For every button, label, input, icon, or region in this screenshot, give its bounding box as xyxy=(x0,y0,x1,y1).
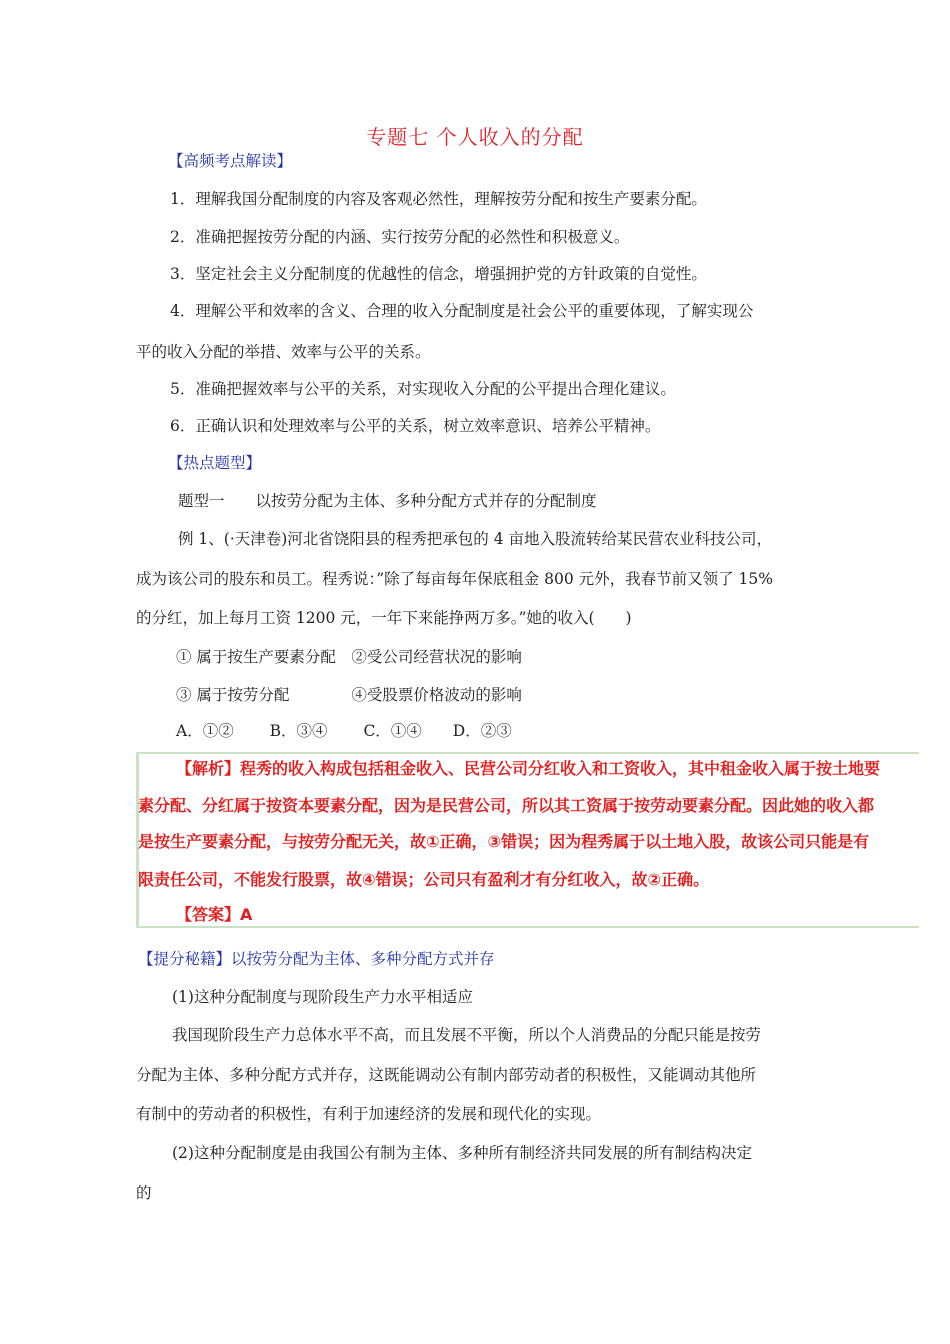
example-line-3: 的分红，加上每月工资 1200 元，一年下来能挣两万多。”她的收入( ) xyxy=(136,609,632,627)
tip-line-3: 分配为主体、多种分配方式并存，这既能调动公有制内部劳动者的积极性，又能调动其他所 xyxy=(136,1066,757,1084)
point-1: 1．理解我国分配制度的内容及客观必然性，理解按劳分配和按生产要素分配。 xyxy=(170,190,707,208)
tip-line-6: 的 xyxy=(136,1184,152,1202)
point-4-cont: 平的收入分配的举措、效率与公平的关系。 xyxy=(136,343,431,361)
analysis-line-2: 素分配、分红属于按资本要素分配，因为是民营公司，所以其工资属于按劳动要素分配。因此她的收入都 xyxy=(138,796,875,815)
section-header-high-freq: 【高频考点解读】 xyxy=(168,152,293,170)
tip-line-4: 有制中的劳动者的积极性，有利于加速经济的发展和现代化的实现。 xyxy=(136,1105,602,1123)
page-title: 专题七 个人收入的分配 xyxy=(366,125,584,149)
tip-line-5: (2)这种分配制度是由我国公有制为主体、多种所有制经济共同发展的所有制结构决定 xyxy=(172,1144,752,1162)
point-6: 6．正确认识和处理效率与公平的关系，树立效率意识、培养公平精神。 xyxy=(170,417,661,435)
option-row-2: ③ 属于按劳分配 ④受股票价格波动的影响 xyxy=(176,686,522,704)
tip-line-2: 我国现阶段生产力总体水平不高，而且发展不平衡，所以个人消费品的分配只能是按劳 xyxy=(172,1026,762,1044)
tip-header: 【提分秘籍】以按劳分配为主体、多种分配方式并存 xyxy=(138,950,495,968)
analysis-line-4: 限责任公司，不能发行股票，故④错误；公司只有盈利才有分红收入，故②正确。 xyxy=(138,870,710,889)
section-header-hot-types: 【热点题型】 xyxy=(168,454,262,472)
point-2: 2．准确把握按劳分配的内涵、实行按劳分配的必然性和积极意义。 xyxy=(170,228,630,246)
point-4: 4．理解公平和效率的含义、合理的收入分配制度是社会公平的重要体现，了解实现公 xyxy=(170,302,754,320)
example-line-2: 成为该公司的股东和员工。程秀说：”除了每亩每年保底租金 800 元外，我春节前又领了 15% xyxy=(136,570,773,588)
example-line-1: 例 1、(·天津卷)河北省饶阳县的程秀把承包的 4 亩地入股流转给某民营农业科技公司， xyxy=(178,530,773,548)
type-one-heading: 题型一 以按劳分配为主体、多种分配方式并存的分配制度 xyxy=(178,492,597,510)
analysis-line-1: 【解析】程秀的收入构成包括租金收入、民营公司分红收入和工资收入，其中租金收入属于按土地要 xyxy=(176,759,881,778)
point-3: 3．坚定社会主义分配制度的优越性的信念，增强拥护党的方针政策的自觉性。 xyxy=(170,265,707,283)
option-row-1: ① 属于按生产要素分配 ②受公司经营状况的影响 xyxy=(176,648,522,666)
analysis-line-3: 是按生产要素分配，与按劳分配无关，故①正确，③错误；因为程秀属于以土地入股，故该公司只能是有 xyxy=(138,832,870,851)
point-5: 5．准确把握效率与公平的关系，对实现收入分配的公平提出合理化建议。 xyxy=(170,380,676,398)
tip-line-1: (1)这种分配制度与现阶段生产力水平相适应 xyxy=(172,988,473,1006)
answer-choices: A．①② B．③④ C．①④ D．②③ xyxy=(176,722,512,740)
answer-label: 【答案】A xyxy=(176,905,253,924)
